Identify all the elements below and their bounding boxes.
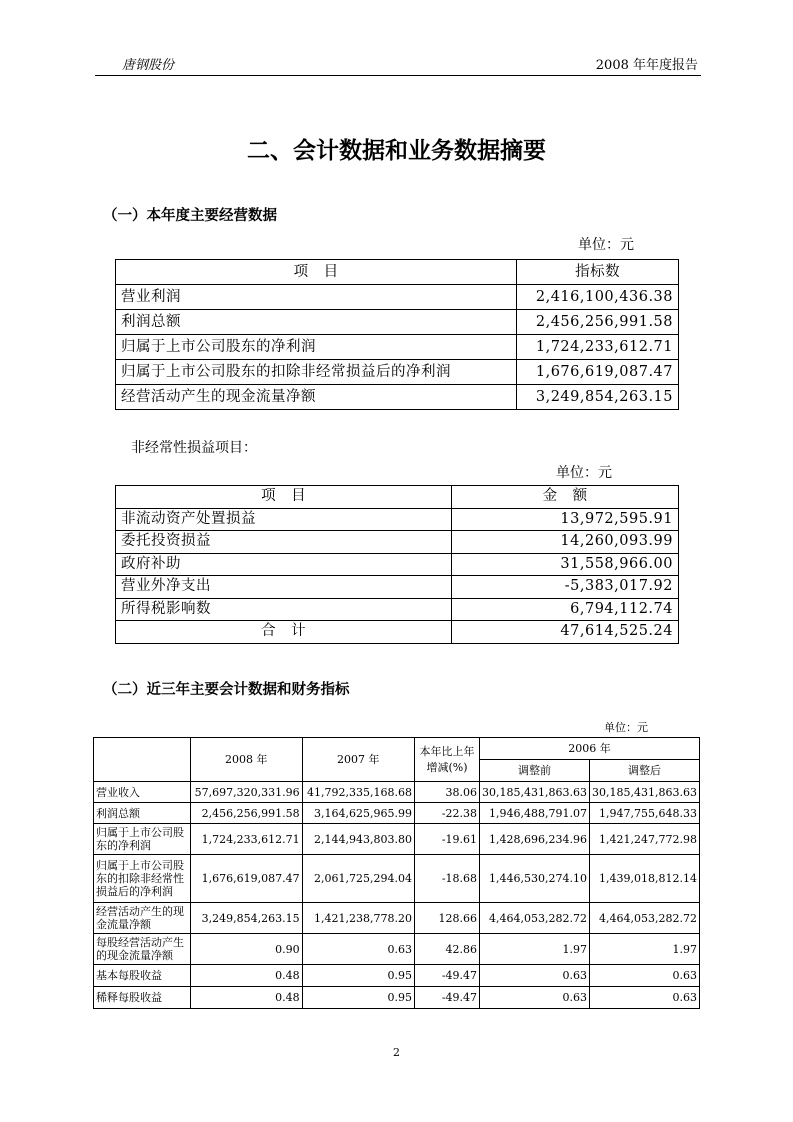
row-value: 2,416,100,436.38	[517, 285, 679, 310]
cell-after: 0.63	[590, 965, 700, 987]
row-label: 稀释每股收益	[94, 987, 191, 1009]
col-header-item: 项 目	[116, 260, 517, 285]
row-label: 归属于上市公司股东的净利润	[116, 335, 517, 360]
section2-heading: （二）近三年主要会计数据和财务指标	[103, 682, 350, 698]
row-label: 营业外净支出	[116, 576, 452, 599]
row-label: 政府补助	[116, 553, 452, 576]
header-company: 唐钢股份	[122, 58, 175, 73]
cell-before: 4,464,053,282.72	[480, 903, 590, 934]
row-label: 归属于上市公司股东的扣除非经常损益后的净利润	[116, 360, 517, 385]
cell-before: 30,185,431,863.63	[480, 782, 590, 803]
cell-2007: 1,421,238,778.20	[302, 903, 414, 934]
cell-2007: 41,792,335,168.68	[302, 782, 414, 803]
section1-heading: （一）本年度主要经营数据	[103, 208, 277, 224]
table-row	[116, 598, 679, 621]
row-value: 14,260,093.99	[452, 531, 679, 554]
table-row	[116, 335, 679, 360]
cell-before: 1,946,488,791.07	[480, 803, 590, 824]
table-row	[94, 782, 700, 803]
row-value: 3,249,854,263.15	[517, 385, 679, 410]
col-header-2006: 2006 年	[480, 738, 700, 760]
main-operating-data-table	[115, 259, 679, 410]
table-row	[94, 934, 700, 965]
table-row	[116, 360, 679, 385]
cell-after: 1,421,247,772.98	[590, 824, 700, 855]
cell-after: 30,185,431,863.63	[590, 782, 700, 803]
row-value: 31,558,966.00	[452, 553, 679, 576]
table-row	[94, 803, 700, 824]
col-header-amount: 金 额	[452, 486, 679, 509]
cell-2007: 0.63	[302, 934, 414, 965]
cell-after: 0.63	[590, 987, 700, 1009]
table-row	[116, 576, 679, 599]
col-header-indicator: 指标数	[517, 260, 679, 285]
row-label: 所得税影响数	[116, 598, 452, 621]
table-row	[94, 987, 700, 1009]
cell-2007: 2,061,725,294.04	[302, 855, 414, 903]
cell-2007: 0.95	[302, 965, 414, 987]
col-header-before-adjust: 调整前	[480, 760, 590, 782]
page-title: 二、会计数据和业务数据摘要	[247, 138, 546, 164]
row-label: 非流动资产处置损益	[116, 508, 452, 531]
row-value: 6,794,112.74	[452, 598, 679, 621]
header-blank	[94, 738, 191, 782]
cell-2008: 3,249,854,263.15	[190, 903, 302, 934]
cell-change: 42.86	[415, 934, 480, 965]
col-header-after-adjust: 调整后	[590, 760, 700, 782]
cell-before: 0.63	[480, 965, 590, 987]
cell-2008: 2,456,256,991.58	[190, 803, 302, 824]
row-value: -5,383,017.92	[452, 576, 679, 599]
cell-2007: 2,144,943,803.80	[302, 824, 414, 855]
row-label: 基本每股收益	[94, 965, 191, 987]
row-label: 利润总额	[94, 803, 191, 824]
table-row	[116, 385, 679, 410]
section2-unit: 单位：元	[604, 721, 648, 734]
row-value: 1,724,233,612.71	[517, 335, 679, 360]
cell-2008: 0.48	[190, 987, 302, 1009]
three-year-data-table	[93, 737, 700, 1009]
nonrecurring-unit: 单位：元	[556, 465, 612, 481]
row-value: 2,456,256,991.58	[517, 310, 679, 335]
row-label: 归属于上市公司股东的净利润	[94, 824, 191, 855]
cell-change: -49.47	[415, 965, 480, 987]
row-label: 营业收入	[94, 782, 191, 803]
cell-after: 1,947,755,648.33	[590, 803, 700, 824]
total-row	[116, 621, 679, 644]
cell-before: 1.97	[480, 934, 590, 965]
cell-after: 1,439,018,812.14	[590, 855, 700, 903]
nonrecurring-subtitle: 非经常性损益项目：	[131, 440, 257, 456]
header-report-title: 2008 年年度报告	[595, 58, 698, 73]
row-label: 委托投资损益	[116, 531, 452, 554]
cell-2008: 57,697,320,331.96	[190, 782, 302, 803]
total-label: 合 计	[116, 621, 452, 644]
cell-2008: 0.48	[190, 965, 302, 987]
cell-before: 1,446,530,274.10	[480, 855, 590, 903]
table-row	[94, 903, 700, 934]
cell-change: -49.47	[415, 987, 480, 1009]
cell-2008: 1,724,233,612.71	[190, 824, 302, 855]
table-row	[116, 285, 679, 310]
row-label: 经营活动产生的现金流量净额	[116, 385, 517, 410]
row-label: 归属于上市公司股东的扣除非经常性损益后的净利润	[94, 855, 191, 903]
table-row	[94, 965, 700, 987]
row-label: 营业利润	[116, 285, 517, 310]
table-row	[94, 855, 700, 903]
cell-before: 0.63	[480, 987, 590, 1009]
cell-change: -22.38	[415, 803, 480, 824]
cell-change: -19.61	[415, 824, 480, 855]
cell-after: 4,464,053,282.72	[590, 903, 700, 934]
nonrecurring-table	[115, 485, 679, 644]
row-value: 13,972,595.91	[452, 508, 679, 531]
table-row	[116, 553, 679, 576]
row-value: 1,676,619,087.47	[517, 360, 679, 385]
table-row	[116, 508, 679, 531]
row-label: 经营活动产生的现金流量净额	[94, 903, 191, 934]
section1-unit: 单位：元	[578, 237, 634, 253]
table-row	[116, 531, 679, 554]
cell-2007: 3,164,625,965.99	[302, 803, 414, 824]
table-row	[116, 310, 679, 335]
cell-2008: 0.90	[190, 934, 302, 965]
col-header-change: 本年比上年增减(%)	[415, 738, 480, 782]
cell-2008: 1,676,619,087.47	[190, 855, 302, 903]
table-row	[94, 824, 700, 855]
col-header-item: 项 目	[116, 486, 452, 509]
cell-change: 128.66	[415, 903, 480, 934]
page-number: 2	[393, 1046, 400, 1059]
total-value: 47,614,525.24	[452, 621, 679, 644]
col-header-2008: 2008 年	[190, 738, 302, 782]
col-header-2007: 2007 年	[302, 738, 414, 782]
cell-before: 1,428,696,234.96	[480, 824, 590, 855]
cell-2007: 0.95	[302, 987, 414, 1009]
header-divider	[95, 75, 701, 76]
row-label: 每股经营活动产生的现金流量净额	[94, 934, 191, 965]
row-label: 利润总额	[116, 310, 517, 335]
cell-change: 38.06	[415, 782, 480, 803]
cell-after: 1.97	[590, 934, 700, 965]
cell-change: -18.68	[415, 855, 480, 903]
